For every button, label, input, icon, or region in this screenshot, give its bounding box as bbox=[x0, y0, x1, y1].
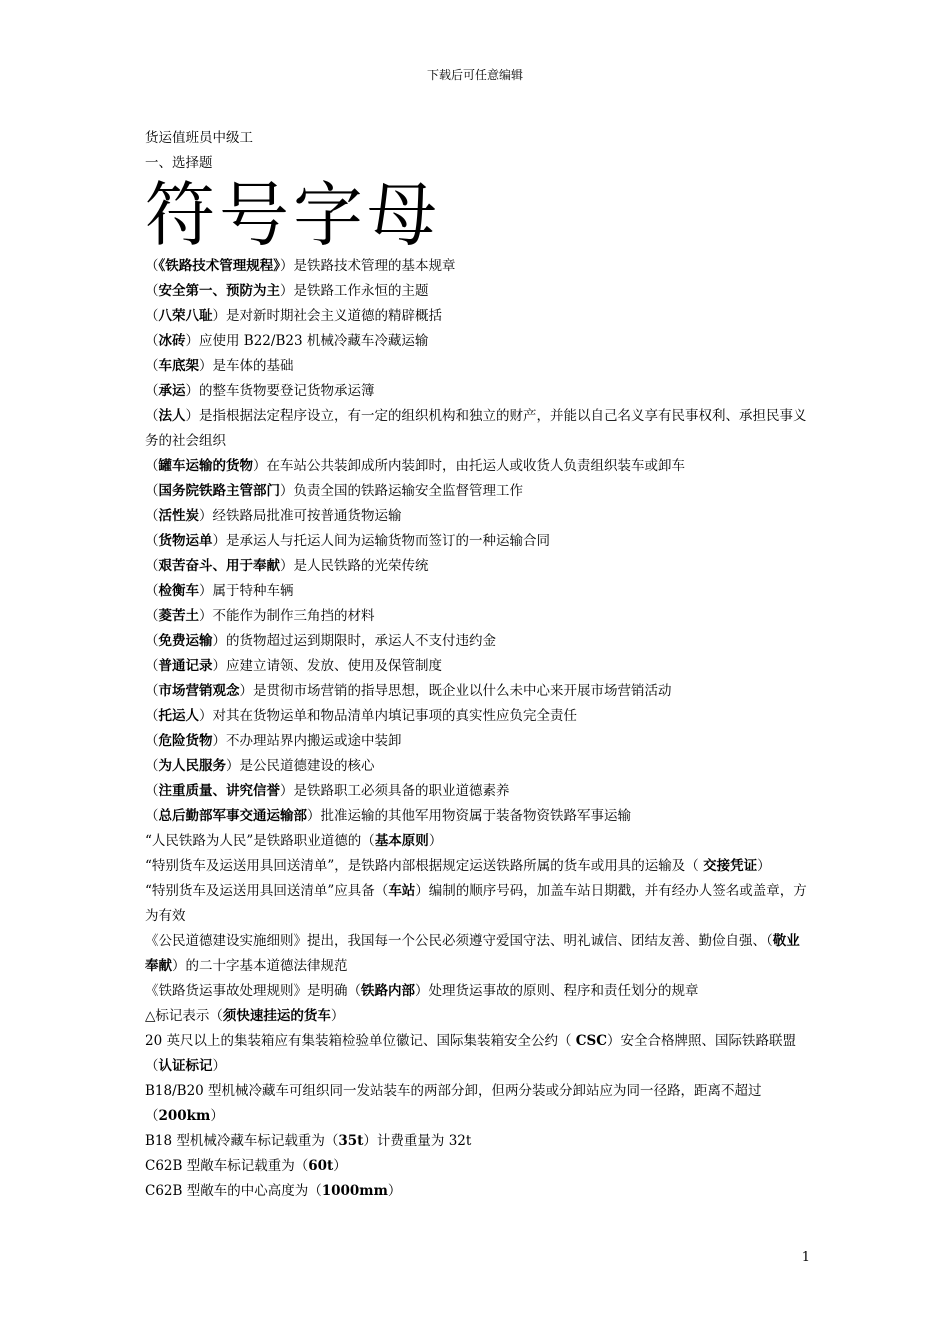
question-text: ）的整车货物要登记货物承运簿 bbox=[185, 383, 375, 399]
question-line bbox=[145, 254, 810, 279]
question-text: （ bbox=[145, 633, 159, 649]
question-text: （ bbox=[145, 583, 159, 599]
question-text: （ bbox=[145, 708, 159, 724]
question-text: ）对其在货物运单和物品清单内填记事项的真实性应负完全责任 bbox=[199, 708, 577, 724]
answer-text: 《铁路技术管理规程》 bbox=[158, 258, 280, 274]
question-line bbox=[145, 1079, 810, 1129]
document-body bbox=[145, 126, 810, 1204]
answer-text: 车底架 bbox=[158, 358, 199, 374]
answer-text: 为人民服务 bbox=[158, 758, 226, 774]
question-text: 20 英尺以上的集装箱应有集装箱检验单位徽记、国际集装箱安全公约（ bbox=[145, 1033, 576, 1049]
answer-text: 托运人 bbox=[158, 708, 199, 724]
question-line bbox=[145, 304, 810, 329]
answer-text: 交接凭证 bbox=[703, 858, 758, 874]
question-text: （ bbox=[145, 308, 159, 324]
answer-text: 须快速挂运的货车 bbox=[222, 1008, 331, 1024]
question-text: ）的货物超过运到期限时，承运人不支付违约金 bbox=[212, 633, 496, 649]
answer-text: 检衡车 bbox=[158, 583, 199, 599]
question-text: “特别货车及运送用具回送清单”应具备（ bbox=[145, 883, 389, 899]
question-text: ）批准运输的其他军用物资属于装备物资铁路军事运输 bbox=[307, 808, 631, 824]
question-text: （ bbox=[145, 683, 159, 699]
question-text: ）是贯彻市场营销的指导思想，既企业以什么未中心来开展市场营销活动 bbox=[239, 683, 672, 699]
answer-text: 市场营销观念 bbox=[158, 683, 240, 699]
question-text: C62B 型敞车标记载重为（ bbox=[145, 1158, 309, 1174]
question-text: ）是人民铁路的光荣传统 bbox=[280, 558, 429, 574]
question-text: （ bbox=[145, 483, 159, 499]
question-text: ）编制的顺序号码，加盖车站日期戳，并有经办人签名或盖章，方为有效 bbox=[145, 883, 807, 924]
question-line bbox=[145, 679, 810, 704]
document-title: 货运值班员中级工 bbox=[145, 130, 253, 146]
question-line bbox=[145, 779, 810, 804]
answer-text: 铁路内部 bbox=[361, 983, 415, 999]
answer-text: 罐车运输的货物 bbox=[158, 458, 253, 474]
answer-text: 1000mm bbox=[321, 1183, 388, 1199]
answer-text: 货物运单 bbox=[158, 533, 213, 549]
answer-text: 注重质量、讲究信誉 bbox=[158, 783, 280, 799]
question-text: ）是车体的基础 bbox=[199, 358, 294, 374]
question-text: ）是指根据法定程序设立，有一定的组织机构和独立的财产，并能以自己名义享有民事权利、承担民事义务的社会组织 bbox=[145, 408, 807, 449]
question-text: （ bbox=[145, 533, 159, 549]
question-line bbox=[145, 404, 810, 454]
question-text: ）是对新时期社会主义道德的精辟概括 bbox=[212, 308, 442, 324]
question-text: ） bbox=[330, 1008, 345, 1024]
question-text: ）在车站公共装卸成所内装卸时，由托运人或收货人负责组织装车或卸车 bbox=[253, 458, 685, 474]
page-header: 下载后可任意编辑 bbox=[426, 68, 523, 82]
answer-text: 艰苦奋斗、用于奉献 bbox=[158, 558, 280, 574]
question-text: ）不能作为制作三角挡的材料 bbox=[199, 608, 375, 624]
question-text: ）经铁路局批准可按普通货物运输 bbox=[199, 508, 402, 524]
question-line bbox=[145, 804, 810, 829]
question-text: ） bbox=[212, 1058, 226, 1074]
question-text: （ bbox=[145, 658, 159, 674]
answer-text: 承运 bbox=[158, 383, 186, 399]
question-text: （ bbox=[145, 733, 159, 749]
question-text: （ bbox=[145, 808, 159, 824]
question-text: （ bbox=[145, 333, 159, 349]
question-text: △标记表示（ bbox=[145, 1008, 223, 1024]
question-line bbox=[145, 529, 810, 554]
question-line bbox=[145, 979, 810, 1004]
answer-text: 国务院铁路主管部门 bbox=[158, 483, 280, 499]
question-text: ）不办理站界内搬运或途中装卸 bbox=[212, 733, 402, 749]
question-text: （ bbox=[145, 608, 159, 624]
question-text: （ bbox=[145, 758, 159, 774]
question-text: “人民铁路为人民”是铁路职业道德的（ bbox=[145, 833, 375, 849]
answer-text: 免费运输 bbox=[158, 633, 213, 649]
question-text: 《公民道德建设实施细则》提出，我国每一个公民必须遵守爱国守法、明礼诚信、团结友善、勤俭自强、（ bbox=[145, 933, 773, 949]
question-text: ） bbox=[387, 1183, 402, 1199]
question-line bbox=[145, 354, 810, 379]
question-text: ）计费重量为 32t bbox=[363, 1133, 472, 1149]
question-line bbox=[145, 279, 810, 304]
question-text: （ bbox=[145, 458, 159, 474]
question-line bbox=[145, 579, 810, 604]
answer-text: 35t bbox=[338, 1133, 364, 1149]
question-text: ）属于特种车辆 bbox=[199, 583, 294, 599]
question-text: （ bbox=[145, 358, 159, 374]
question-text: ）处理货运事故的原则、程序和责任划分的规章 bbox=[415, 983, 699, 999]
question-list bbox=[145, 254, 810, 1204]
question-text: ）是铁路工作永恒的主题 bbox=[280, 283, 429, 299]
question-text: ）应建立请领、发放、使用及保管制度 bbox=[212, 658, 442, 674]
question-line bbox=[145, 854, 810, 879]
question-line bbox=[145, 929, 810, 979]
question-line bbox=[145, 1029, 810, 1079]
answer-text: 八荣八耻 bbox=[158, 308, 213, 324]
answer-text: 普通记录 bbox=[158, 658, 213, 674]
question-text: B18 型机械冷藏车标记载重为（ bbox=[145, 1133, 339, 1149]
answer-text: 60t bbox=[308, 1158, 334, 1174]
question-line bbox=[145, 704, 810, 729]
question-text: 《铁路货运事故处理规则》是明确（ bbox=[145, 983, 361, 999]
question-text: ） bbox=[757, 858, 771, 874]
question-line bbox=[145, 754, 810, 779]
section-heading: 一、选择题 bbox=[145, 155, 213, 171]
question-text: B18/B20 型机械冷藏车可组织同一发站装车的两部分卸，但两分装或分卸站应为同一径路，距离不超过（ bbox=[145, 1083, 762, 1124]
answer-text: 菱苦土 bbox=[158, 608, 199, 624]
question-text: ）是公民道德建设的核心 bbox=[226, 758, 375, 774]
question-text: ）负责全国的铁路运输安全监督管理工作 bbox=[280, 483, 523, 499]
question-line bbox=[145, 1129, 810, 1154]
big-heading: 符号字母 bbox=[145, 174, 441, 256]
answer-text: 总后勤部军事交通运输部 bbox=[158, 808, 307, 824]
question-text: C62B 型敞车的中心高度为（ bbox=[145, 1183, 322, 1199]
question-line bbox=[145, 1004, 810, 1029]
question-line bbox=[145, 604, 810, 629]
question-text: ）是铁路技术管理的基本规章 bbox=[280, 258, 456, 274]
answer-text: 安全第一、预防为主 bbox=[158, 283, 280, 299]
question-text: ）的二十字基本道德法律规范 bbox=[172, 958, 348, 974]
question-line bbox=[145, 554, 810, 579]
answer-text: 危险货物 bbox=[158, 733, 213, 749]
question-text: （ bbox=[145, 258, 159, 274]
question-text: ）是铁路职工必须具备的职业道德素养 bbox=[280, 783, 510, 799]
question-line bbox=[145, 379, 810, 404]
question-line bbox=[145, 329, 810, 354]
answer-text: 200km bbox=[158, 1108, 211, 1124]
answer-text: 基本原则 bbox=[374, 833, 429, 849]
question-line bbox=[145, 1154, 810, 1179]
question-line bbox=[145, 729, 810, 754]
answer-text: 冰砖 bbox=[158, 333, 186, 349]
question-text: ）应使用 B22/B23 机械冷藏车冷藏运输 bbox=[185, 333, 429, 349]
question-text: ） bbox=[333, 1158, 347, 1174]
answer-text: 敬业奉献 bbox=[145, 933, 800, 974]
question-line bbox=[145, 829, 810, 854]
question-text: ） bbox=[428, 833, 443, 849]
answer-text: 车站 bbox=[388, 883, 416, 899]
answer-text: 认证标记 bbox=[158, 1058, 213, 1074]
question-line bbox=[145, 1179, 810, 1204]
answer-text: CSC bbox=[575, 1033, 608, 1049]
question-text: ） bbox=[210, 1108, 224, 1124]
question-text: （ bbox=[145, 408, 159, 424]
question-line bbox=[145, 879, 810, 929]
question-text: （ bbox=[145, 558, 159, 574]
question-line bbox=[145, 654, 810, 679]
question-text: （ bbox=[145, 783, 159, 799]
question-text: （ bbox=[145, 383, 159, 399]
question-line bbox=[145, 629, 810, 654]
question-text: “特别货车及运送用具回送清单”，是铁路内部根据规定运送铁路所属的货车或用具的运输及（ bbox=[145, 858, 704, 874]
answer-text: 法人 bbox=[158, 408, 186, 424]
question-text: （ bbox=[145, 283, 159, 299]
page-number: 1 bbox=[801, 1250, 810, 1265]
question-line bbox=[145, 479, 810, 504]
question-text: ）是承运人与托运人间为运输货物而签订的一种运输合同 bbox=[212, 533, 550, 549]
question-text: ）安全合格牌照、国际铁路联盟（ bbox=[145, 1033, 797, 1074]
answer-text: 活性炭 bbox=[158, 508, 199, 524]
question-line bbox=[145, 504, 810, 529]
question-line bbox=[145, 454, 810, 479]
question-text: （ bbox=[145, 508, 159, 524]
